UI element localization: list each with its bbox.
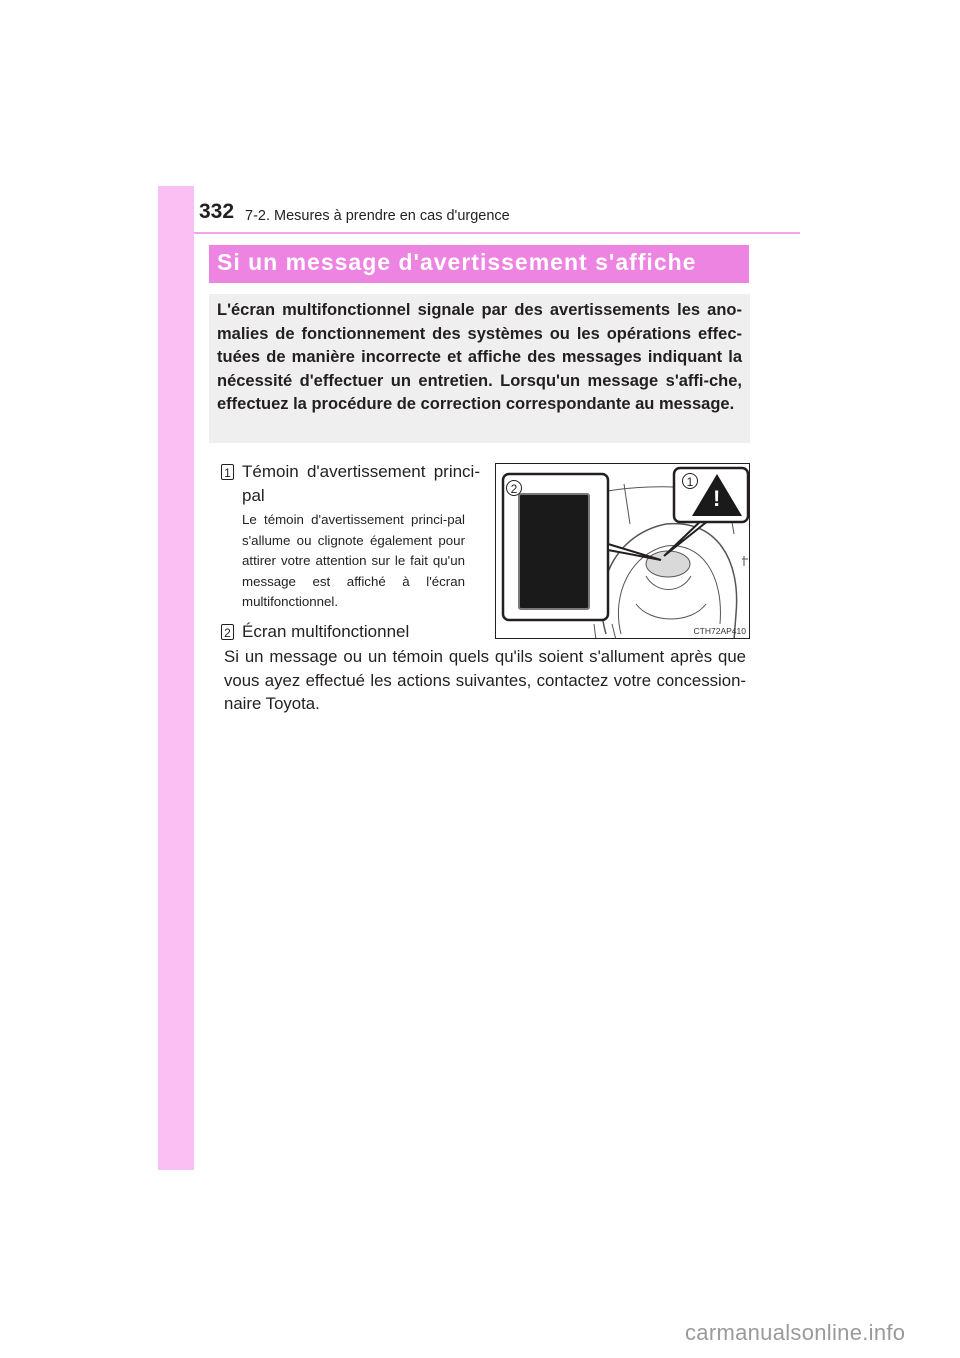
page-number: 332 — [199, 200, 235, 223]
number-2-icon: 2 — [221, 624, 234, 640]
item-label-warning-light: Témoin d'avertissement princi-pal — [242, 462, 480, 505]
item-description-warning-light: Le témoin d'avertissement princi-pal s'allume ou clignote également pour attirer votre attention sur le fait qu'un message est affiché à l'écran multifonctionnel. — [242, 512, 465, 609]
side-tab-strip — [158, 186, 194, 1170]
watermark: carmanualsonline.info — [685, 1320, 906, 1345]
intro-box — [209, 294, 750, 443]
section-title: Si un message d'avertissement s'affiche — [217, 249, 697, 275]
body-paragraph: Si un message ou un témoin quels qu'ils soient s'allument après que vous ayez effectué les actions suivantes, contactez votre concession-naire Toyota. — [224, 647, 746, 713]
item-label-multi-display: Écran multifonctionnel — [242, 622, 410, 641]
section-banner — [209, 245, 749, 283]
callout-1-icon: 1 — [682, 473, 698, 489]
number-1-icon: 1 — [221, 464, 234, 480]
header-divider — [194, 232, 800, 234]
dashboard-illustration — [495, 463, 750, 639]
dashboard-drawing — [496, 464, 750, 639]
intro-text: L'écran multifonctionnel signale par des avertissements les ano-malies de fonctionnement des systèmes ou les opérations effec-tuées de manière incorrecte et affiche des messages indiquant la nécessité d'effectuer un entretien. Lorsqu'un message s'affi-che, effectuez la procédure de correction correspondante au message. — [217, 301, 742, 414]
callout-2-icon: 2 — [506, 480, 522, 496]
warning-exclamation-icon: ! — [713, 486, 721, 511]
figure-code: CTH72AP410 — [693, 626, 746, 636]
chapter-section-title: 7-2. Mesures à prendre en cas d'urgence — [245, 208, 510, 224]
